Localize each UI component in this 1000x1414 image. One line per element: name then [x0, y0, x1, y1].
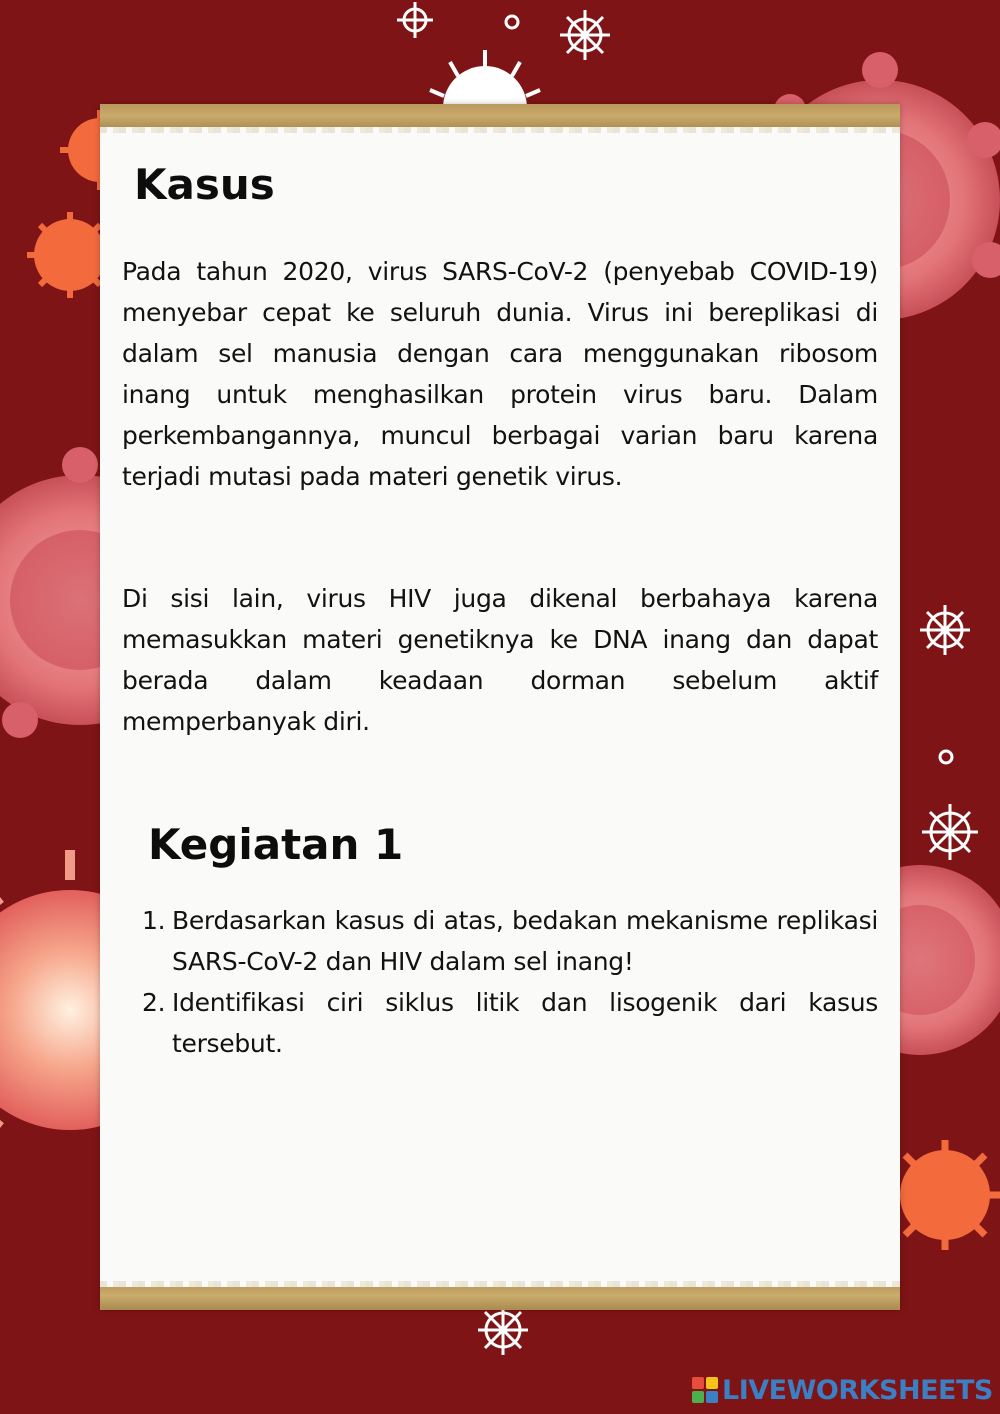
task-text-2: Identifikasi ciri siklus litik dan lisogenik dari kasus tersebut.	[172, 988, 878, 1058]
liveworksheets-logo[interactable]	[692, 1374, 993, 1406]
task-item-2	[142, 982, 878, 1064]
virus-orange-right-bottom-icon	[890, 1140, 1000, 1250]
virus-white-top-1-icon	[397, 2, 433, 38]
virus-white-bottom-icon	[478, 1305, 528, 1355]
heading-kasus: Kasus	[134, 160, 275, 209]
tape-top	[100, 104, 900, 130]
tape-bottom	[100, 1284, 900, 1310]
virus-white-right-3-icon	[922, 804, 978, 860]
liveworksheets-logo-icon	[692, 1377, 718, 1403]
virus-white-right-2-icon	[940, 751, 952, 763]
heading-kegiatan: Kegiatan 1	[148, 820, 404, 869]
task-number-1: 1.	[142, 906, 166, 935]
liveworksheets-logo-text: LIVEWORKSHEETS	[722, 1374, 993, 1406]
task-text-1: Berdasarkan kasus di atas, bedakan mekanisme replikasi SARS-CoV-2 dan HIV dalam sel inang!	[172, 906, 878, 976]
case-paragraph-1: Pada tahun 2020, virus SARS-CoV-2 (penyebab COVID-19) menyebar cepat ke seluruh dunia. Virus ini bereplikasi di dalam sel manusia dengan cara menggunakan ribosom inang untuk menghasilkan protein virus baru. Dalam perkembangannya, muncul berbagai varian baru karena terjadi mutasi pada materi genetik virus.	[122, 257, 878, 491]
case-paragraph-2: Di sisi lain, virus HIV juga dikenal berbahaya karena memasukkan materi genetiknya ke DNA inang dan dapat berada dalam keadaan dorman sebelum aktif memperbanyak diri.	[122, 584, 878, 736]
virus-white-top-3-icon	[506, 16, 518, 28]
task-list	[142, 900, 878, 1064]
virus-white-top-2-icon	[560, 10, 610, 60]
paper-sheet	[100, 104, 900, 1310]
virus-white-right-1-icon	[920, 605, 970, 655]
task-number-2: 2.	[142, 988, 166, 1017]
task-item-1	[142, 900, 878, 982]
